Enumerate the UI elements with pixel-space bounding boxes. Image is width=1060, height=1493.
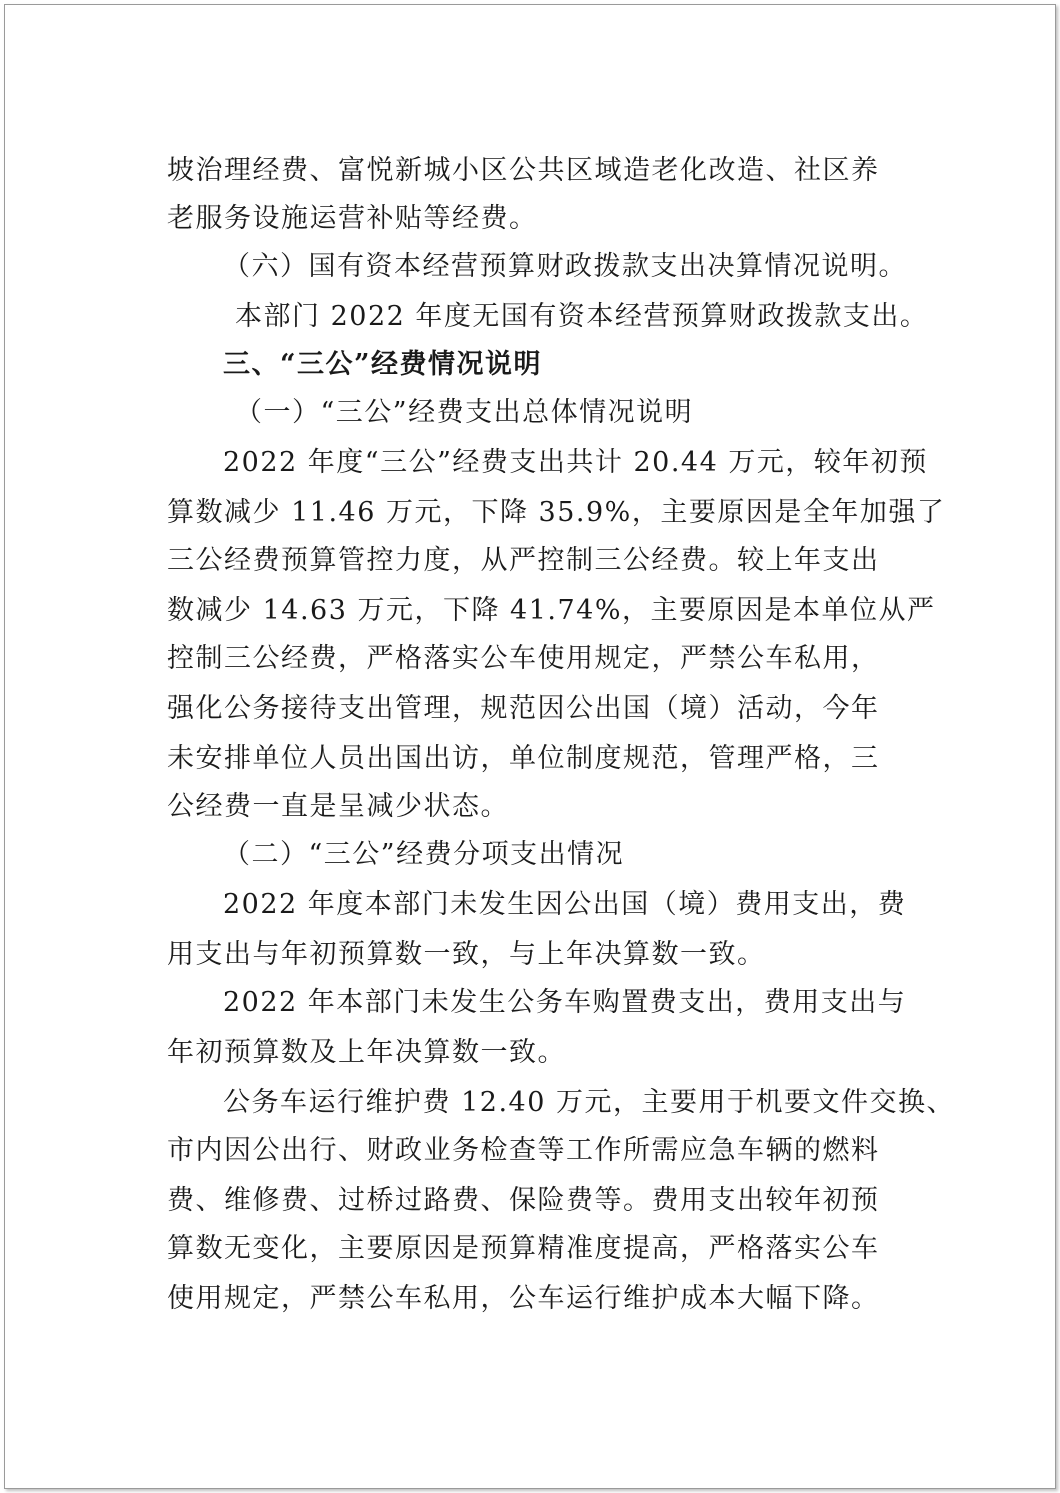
- text-line: 用支出与年初预算数一致，与上年决算数一致。: [167, 939, 766, 970]
- text-line: 公务车运行维护费 12.40 万元，主要用于机要文件交换、: [223, 1087, 955, 1118]
- text-line: 公经费一直是呈减少状态。: [167, 791, 509, 822]
- text-line: 数减少 14.63 万元，下降 41.74%，主要原因是本单位从严: [167, 595, 936, 626]
- text-line: 2022 年度“三公”经费支出共计 20.44 万元，较年初预: [223, 447, 928, 478]
- text-line: 控制三公经费，严格落实公车使用规定，严禁公车私用，: [167, 643, 880, 674]
- text-line: 未安排单位人员出国出访，单位制度规范，管理严格，三: [167, 743, 880, 774]
- text-line: 年初预算数及上年决算数一致。: [167, 1037, 566, 1068]
- subsection-heading: （六）国有资本经营预算财政拨款支出决算情况说明。: [223, 251, 907, 282]
- text-line: 2022 年度本部门未发生因公出国（境）费用支出，费: [223, 889, 907, 920]
- text-line: 坡治理经费、富悦新城小区公共区域造老化改造、社区养: [167, 155, 880, 186]
- subsection-heading: （二）“三公”经费分项支出情况: [223, 839, 625, 870]
- text-line: 费、维修费、过桥过路费、保险费等。费用支出较年初预: [167, 1185, 880, 1216]
- section-heading: 三、“三公”经费情况说明: [223, 349, 543, 380]
- text-line: 算数减少 11.46 万元，下降 35.9%，主要原因是全年加强了: [167, 497, 946, 528]
- document-page: [4, 4, 1056, 1489]
- text-line: 老服务设施运营补贴等经费。: [167, 203, 538, 234]
- text-line: 三公经费预算管控力度，从严控制三公经费。较上年支出: [167, 545, 880, 576]
- text-line: 本部门 2022 年度无国有资本经营预算财政拨款支出。: [235, 301, 929, 332]
- text-line: 2022 年本部门未发生公务车购置费支出，费用支出与: [223, 987, 907, 1018]
- subsection-heading: （一）“三公”经费支出总体情况说明: [235, 397, 694, 428]
- text-line: 使用规定，严禁公车私用，公车运行维护成本大幅下降。: [167, 1283, 880, 1314]
- text-line: 市内因公出行、财政业务检查等工作所需应急车辆的燃料: [167, 1135, 880, 1166]
- text-line: 强化公务接待支出管理，规范因公出国（境）活动，今年: [167, 693, 880, 724]
- text-line: 算数无变化，主要原因是预算精准度提高，严格落实公车: [167, 1233, 880, 1264]
